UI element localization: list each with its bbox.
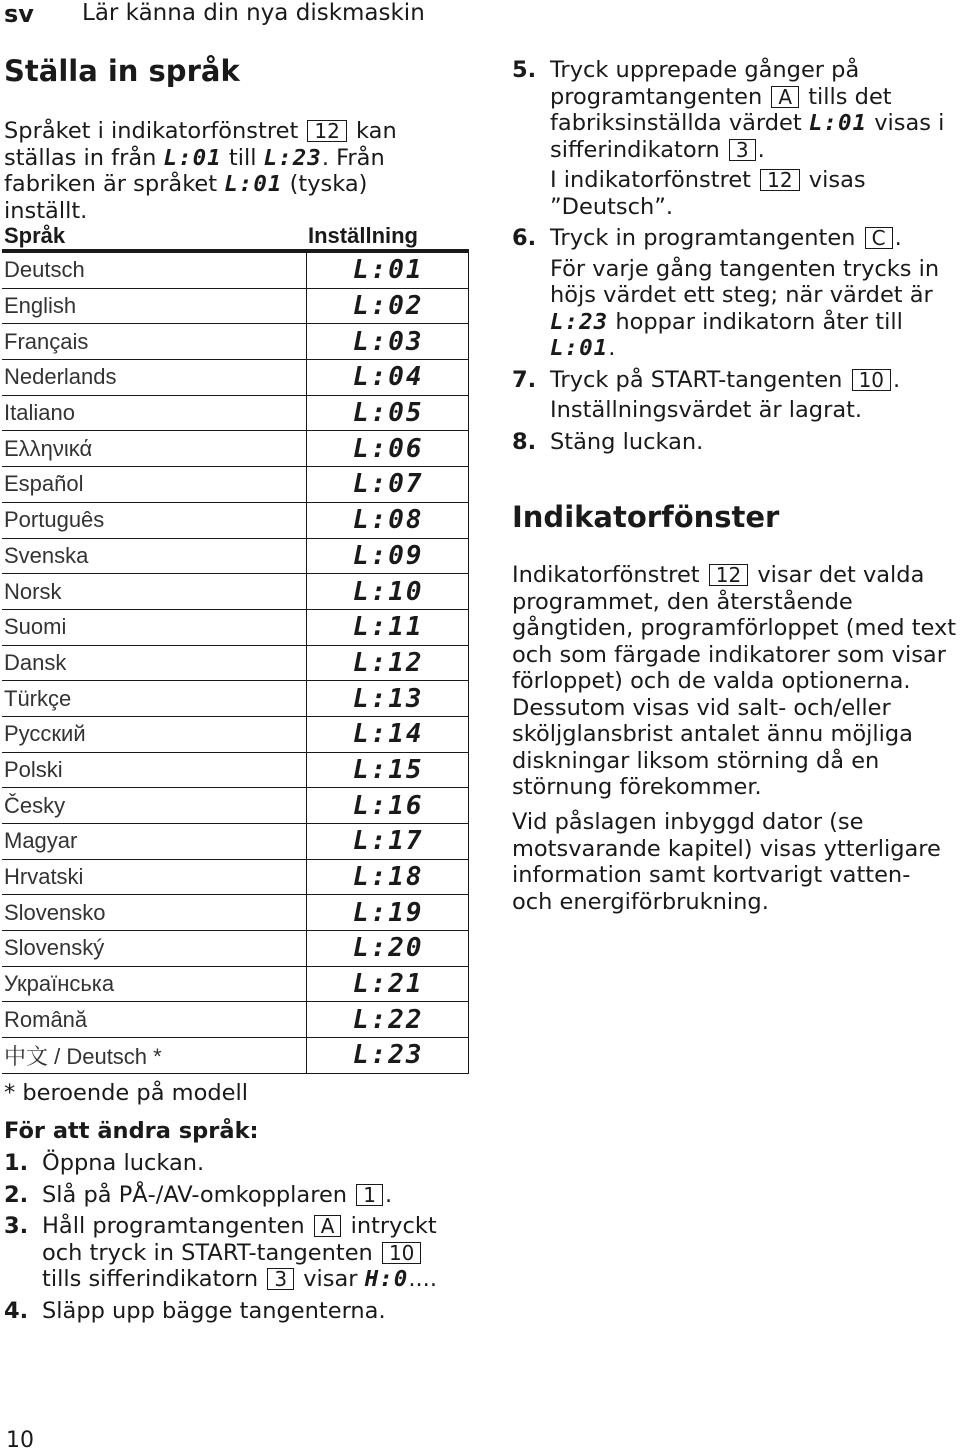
change-steps-right xyxy=(512,57,952,460)
step-2 xyxy=(4,1182,464,1209)
language-cell: 中文 / Deutsch * xyxy=(2,1038,306,1074)
language-cell: Deutsch xyxy=(2,251,306,288)
language-cell: Dansk xyxy=(2,645,306,681)
language-table-body xyxy=(2,251,469,1073)
setting-code-cell: L:15 xyxy=(306,752,469,788)
language-cell: Français xyxy=(2,324,306,360)
change-steps-left xyxy=(4,1150,464,1329)
setting-code-cell: L:19 xyxy=(306,895,469,931)
language-cell: Українська xyxy=(2,966,306,1002)
table-row xyxy=(2,538,469,574)
display-code: L:23 xyxy=(550,308,609,335)
language-cell: Magyar xyxy=(2,824,306,860)
table-row xyxy=(2,574,469,610)
program-key-c-ref-box: C xyxy=(865,227,893,249)
step-5 xyxy=(512,57,952,220)
step-text: intryckt och tryck in START-tangenten xyxy=(42,1213,437,1266)
header-title: Lär känna din nya diskmaskin xyxy=(82,0,425,26)
step-number: 2. xyxy=(4,1181,29,1208)
setting-code-cell: L:09 xyxy=(306,538,469,574)
step-text: tills sifferindikatorn xyxy=(42,1266,266,1292)
table-row xyxy=(2,859,469,895)
indicator-ref-box: 12 xyxy=(760,169,799,191)
language-code: sv xyxy=(4,0,34,28)
table-header-row xyxy=(2,222,469,251)
step-text: . xyxy=(608,335,616,361)
step-number: 3. xyxy=(4,1213,29,1239)
table-row xyxy=(2,1038,469,1074)
step-text: visar xyxy=(296,1266,365,1292)
setting-code-cell: L:10 xyxy=(306,574,469,610)
setting-code-cell: L:13 xyxy=(306,681,469,717)
table-row xyxy=(2,931,469,967)
step-text: Tryck in programtangenten xyxy=(550,225,863,251)
table-row xyxy=(2,645,469,681)
setting-code-cell: L:20 xyxy=(306,931,469,967)
digit-display-ref-box: 3 xyxy=(729,139,756,161)
step-text: tills det fabriksinställda värdet xyxy=(550,83,892,136)
table-row xyxy=(2,609,469,645)
table-row xyxy=(2,1002,469,1038)
setting-code-cell: L:22 xyxy=(306,1002,469,1038)
table-row xyxy=(2,895,469,931)
display-code: L:01 xyxy=(550,335,609,361)
setting-code-cell: L:02 xyxy=(306,288,469,324)
step-text: . xyxy=(384,1181,393,1208)
code-from: L:01 xyxy=(163,144,222,171)
step-number: 7. xyxy=(512,366,537,393)
step-text: För varje gång tangenten trycks in höjs värdet ett steg; när värdet är xyxy=(550,255,940,308)
language-table xyxy=(2,222,469,1074)
table-row xyxy=(2,288,469,324)
paragraph-text: Indikatorfönstret xyxy=(512,562,707,588)
column-header-setting: Inställning xyxy=(306,222,469,251)
table-row xyxy=(2,251,469,288)
start-key-ref-box: 10 xyxy=(852,369,891,391)
display-code: H:0 xyxy=(364,1266,409,1292)
language-cell: Русский xyxy=(2,716,306,752)
step-text: Slå på PÅ-/AV-omkopplaren xyxy=(42,1181,355,1208)
table-row xyxy=(2,681,469,717)
footnote: * beroende på modell xyxy=(4,1080,248,1106)
setting-code-cell: L:21 xyxy=(306,966,469,1002)
display-code: L:01 xyxy=(808,110,868,136)
intro-text: . Från fabriken är språket xyxy=(4,144,385,197)
step-4 xyxy=(4,1298,464,1325)
language-cell: Türkçe xyxy=(2,681,306,717)
paragraph-text: visar det valda programmet, den återstående gångtiden, programförloppet (med text och som färgade indikatorer som visar förloppet) och de valda optionerna. Dessutom visas vid salt- och/eller sköljglansbrist antalet ännu möjliga diskningar liksom störning då en störnung förekommer. xyxy=(512,562,957,800)
program-key-ref-box: A xyxy=(771,86,799,108)
code-default: L:01 xyxy=(224,171,283,197)
intro-text: Språket i indikatorfönstret xyxy=(4,118,306,144)
setting-code-cell: L:18 xyxy=(306,859,469,895)
step-text: Öppna luckan. xyxy=(42,1150,205,1176)
step-text: hoppar indikatorn åter till xyxy=(608,308,903,335)
table-row xyxy=(2,502,469,538)
power-switch-ref-box: 1 xyxy=(356,1184,383,1206)
language-cell: Slovensko xyxy=(2,895,306,931)
code-to: L:23 xyxy=(263,144,322,171)
step-text: .... xyxy=(408,1266,437,1292)
step-text: . xyxy=(893,366,901,393)
language-cell: Svenska xyxy=(2,538,306,574)
setting-code-cell: L:04 xyxy=(306,360,469,396)
step-text: . xyxy=(894,225,902,251)
step-text: Stäng luckan. xyxy=(550,428,704,455)
digit-display-ref-box: 3 xyxy=(267,1268,294,1290)
step-number: 4. xyxy=(4,1297,29,1324)
table-row xyxy=(2,360,469,396)
indicator-ref-box: 12 xyxy=(307,120,346,142)
intro-text: kan ställas in från xyxy=(4,118,397,171)
table-row xyxy=(2,431,469,467)
language-cell: Slovenský xyxy=(2,931,306,967)
change-language-heading: För att ändra språk: xyxy=(4,1118,259,1144)
language-cell: English xyxy=(2,288,306,324)
step-number: 5. xyxy=(512,57,537,83)
step-text: Tryck på START-tangenten xyxy=(550,366,850,393)
section-heading-language: Ställa in språk xyxy=(4,54,240,88)
step-number: 8. xyxy=(512,428,537,455)
table-row xyxy=(2,824,469,860)
setting-code-cell: L:23 xyxy=(306,1038,469,1074)
step-text: Tryck upprepade gånger på programtangenten xyxy=(550,57,860,110)
setting-code-cell: L:03 xyxy=(306,324,469,360)
step-1 xyxy=(4,1150,464,1177)
section-heading-indicator: Indikatorfönster xyxy=(512,500,780,534)
column-header-language: Språk xyxy=(2,222,306,251)
step-text: Håll programtangenten xyxy=(42,1213,312,1239)
setting-code-cell: L:14 xyxy=(306,716,469,752)
table-row xyxy=(2,966,469,1002)
step-text: I indikatorfönstret xyxy=(550,167,759,193)
language-cell: Česky xyxy=(2,788,306,824)
step-8 xyxy=(512,429,952,456)
step-6 xyxy=(512,225,952,362)
step-subtext xyxy=(550,256,952,362)
intro-text: (tyska) inställt. xyxy=(4,171,368,224)
intro-text: till xyxy=(221,144,264,171)
language-cell: Suomi xyxy=(2,609,306,645)
step-7 xyxy=(512,367,952,424)
setting-code-cell: L:08 xyxy=(306,502,469,538)
language-cell: Português xyxy=(2,502,306,538)
step-subtext xyxy=(550,167,952,220)
step-number: 1. xyxy=(4,1150,29,1176)
setting-code-cell: L:06 xyxy=(306,431,469,467)
step-text: visas i sifferindikatorn xyxy=(550,110,945,163)
language-cell: Hrvatski xyxy=(2,859,306,895)
setting-code-cell: L:07 xyxy=(306,467,469,503)
setting-code-cell: L:11 xyxy=(306,609,469,645)
table-row xyxy=(2,467,469,503)
indicator-paragraph-1 xyxy=(512,562,957,801)
setting-code-cell: L:01 xyxy=(306,251,469,288)
setting-code-cell: L:17 xyxy=(306,824,469,860)
indicator-paragraph-2: Vid påslagen inbyggd dator (se motsvarande kapitel) visas ytterligare information samt kortvarigt vatten- och energiförbrukning. xyxy=(512,809,941,915)
page-number: 10 xyxy=(6,1428,34,1453)
language-cell: Română xyxy=(2,1002,306,1038)
language-cell: Nederlands xyxy=(2,360,306,396)
step-text: . xyxy=(757,136,765,163)
table-row xyxy=(2,324,469,360)
table-row xyxy=(2,788,469,824)
step-number: 6. xyxy=(512,225,537,251)
indicator-ref-box: 12 xyxy=(709,564,748,586)
step-text: Släpp upp bägge tangenterna. xyxy=(42,1297,386,1324)
start-key-ref-box: 10 xyxy=(382,1242,421,1264)
table-row xyxy=(2,752,469,788)
setting-code-cell: L:12 xyxy=(306,645,469,681)
language-cell: Español xyxy=(2,467,306,503)
table-row xyxy=(2,716,469,752)
step-text: visas ”Deutsch”. xyxy=(550,167,866,220)
step-subtext: Inställningsvärdet är lagrat. xyxy=(550,397,863,423)
language-cell: Norsk xyxy=(2,574,306,610)
language-cell: Polski xyxy=(2,752,306,788)
intro-paragraph xyxy=(4,118,444,224)
language-cell: Italiano xyxy=(2,395,306,431)
language-cell: Ελληνικά xyxy=(2,431,306,467)
setting-code-cell: L:16 xyxy=(306,788,469,824)
step-3 xyxy=(4,1213,464,1293)
setting-code-cell: L:05 xyxy=(306,395,469,431)
table-row xyxy=(2,395,469,431)
program-key-ref-box: A xyxy=(314,1215,342,1237)
